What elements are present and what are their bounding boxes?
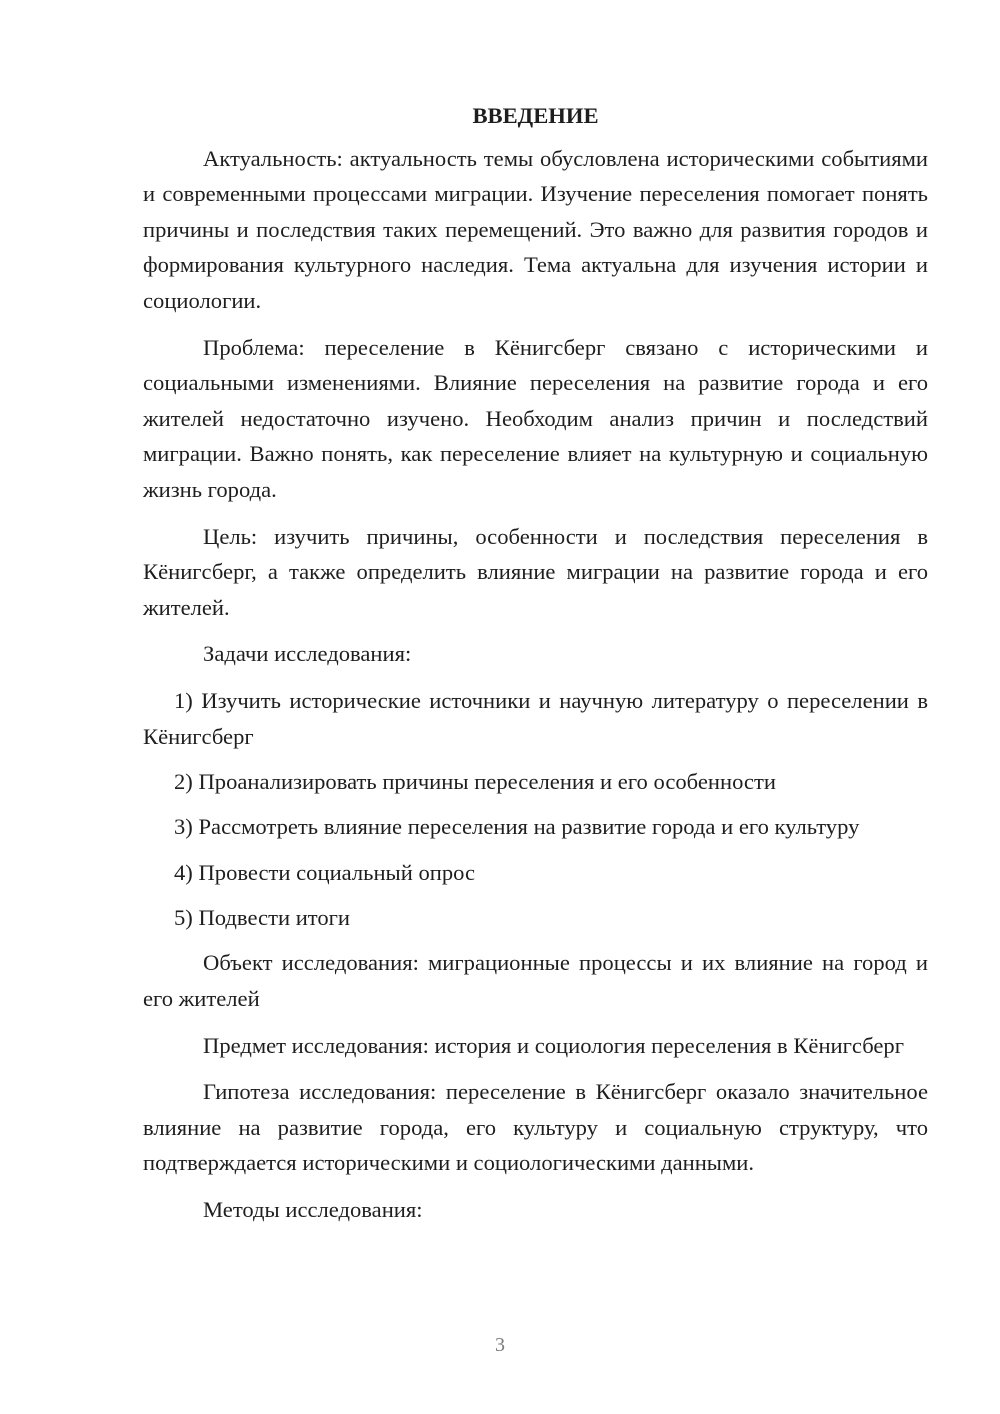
tasks-list xyxy=(143,683,928,936)
list-item: 1) Изучить исторические источники и научную литературу о переселении в Кёнигсберг xyxy=(143,687,928,749)
subject-paragraph: Предмет исследования: история и социология переселения в Кёнигсберг xyxy=(203,1032,904,1058)
page-content xyxy=(143,98,928,1239)
page-title: ВВЕДЕНИЕ xyxy=(472,103,599,128)
tasks-heading: Задачи исследования: xyxy=(203,641,412,667)
list-item: 4) Провести социальный опрос xyxy=(174,859,476,885)
methods-heading: Методы исследования: xyxy=(203,1197,423,1223)
relevance-paragraph: Актуальность: актуальность темы обусловлена историческими событиями и современными процессами миграции. Изучение переселения помогает понять причины и последствия таких перемещений. Это важно для развития городов и формирования культурного наследия. Тема актуальна для изучения истории и социологии. xyxy=(143,145,928,313)
object-paragraph: Объект исследования: миграционные процессы и их влияние на город и его жителей xyxy=(143,950,928,1012)
page-number: 3 xyxy=(495,1334,505,1356)
hypothesis-paragraph: Гипотеза исследования: переселение в Кёнигсберг оказало значительное влияние на развитие города, его культуру и социальную структуру, что подтверждается историческими и социологическими данными. xyxy=(143,1079,928,1176)
list-item: 2) Проанализировать причины переселения и его особенности xyxy=(174,768,776,794)
problem-paragraph: Проблема: переселение в Кёнигсберг связано с историческими и социальными изменениями. Влияние переселения на развитие города и его жителей недостаточно изучено. Необходим анализ причин и последствий миграции. Важно понять, как переселение влияет на культурную и социальную жизнь города. xyxy=(143,334,928,502)
list-item: 3) Рассмотреть влияние переселения на развитие города и его культуру xyxy=(174,814,860,840)
goal-paragraph: Цель: изучить причины, особенности и последствия переселения в Кёнигсберг, а также определить влияние миграции на развитие города и его жителей. xyxy=(143,523,928,620)
list-item: 5) Подвести итоги xyxy=(174,905,351,931)
